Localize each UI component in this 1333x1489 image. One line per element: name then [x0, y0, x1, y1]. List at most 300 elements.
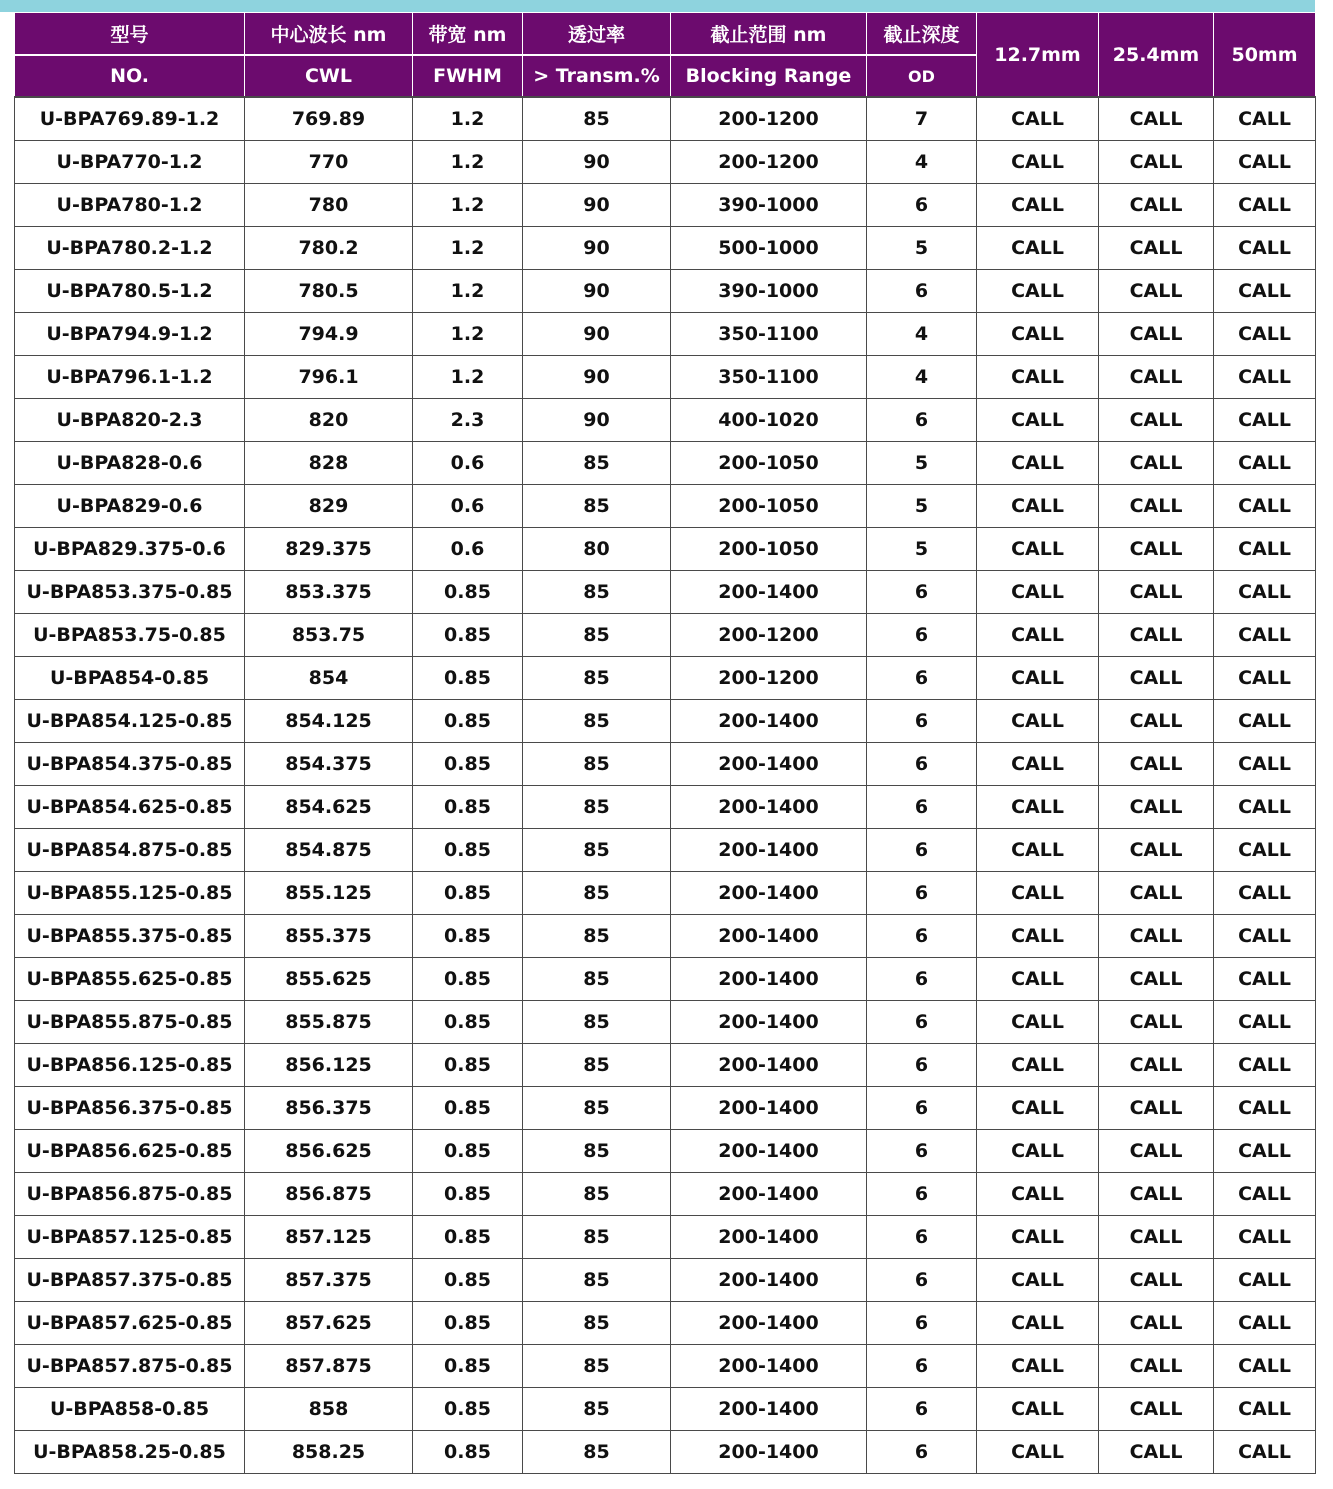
table-row [15, 614, 1316, 657]
cell-fwhm: 1.2 [413, 356, 523, 399]
cell-model: U-BPA857.625-0.85 [15, 1302, 245, 1345]
cell-model: U-BPA780.2-1.2 [15, 227, 245, 270]
cell-price-25-4mm: CALL [1099, 700, 1214, 743]
cell-blocking-range: 200-1400 [671, 743, 867, 786]
cell-price-12-7mm: CALL [977, 1001, 1099, 1044]
cell-cwl: 855.375 [245, 915, 413, 958]
cell-fwhm: 0.85 [413, 1216, 523, 1259]
cell-od: 6 [867, 1259, 977, 1302]
cell-price-25-4mm: CALL [1099, 1173, 1214, 1216]
cell-price-25-4mm: CALL [1099, 1087, 1214, 1130]
cell-price-50mm: CALL [1214, 1173, 1316, 1216]
cell-blocking-range: 200-1400 [671, 1388, 867, 1431]
cell-transmission: 90 [523, 399, 671, 442]
cell-fwhm: 0.6 [413, 528, 523, 571]
cell-fwhm: 0.85 [413, 700, 523, 743]
cell-fwhm: 1.2 [413, 97, 523, 141]
table-row [15, 442, 1316, 485]
cell-transmission: 90 [523, 141, 671, 184]
cell-od: 5 [867, 485, 977, 528]
cell-price-12-7mm: CALL [977, 786, 1099, 829]
cell-cwl: 856.625 [245, 1130, 413, 1173]
table-row [15, 399, 1316, 442]
cell-price-50mm: CALL [1214, 958, 1316, 1001]
cell-cwl: 780.5 [245, 270, 413, 313]
cell-price-12-7mm: CALL [977, 97, 1099, 141]
table-row [15, 184, 1316, 227]
cell-transmission: 85 [523, 700, 671, 743]
cell-fwhm: 0.85 [413, 1087, 523, 1130]
cell-cwl: 854 [245, 657, 413, 700]
cell-transmission: 85 [523, 915, 671, 958]
cell-blocking-range: 200-1400 [671, 915, 867, 958]
cell-price-12-7mm: CALL [977, 485, 1099, 528]
table-row [15, 1130, 1316, 1173]
cell-od: 6 [867, 1431, 977, 1474]
cell-price-25-4mm: CALL [1099, 356, 1214, 399]
cell-model: U-BPA856.875-0.85 [15, 1173, 245, 1216]
table-row [15, 872, 1316, 915]
cell-model: U-BPA780-1.2 [15, 184, 245, 227]
cell-od: 6 [867, 1216, 977, 1259]
cell-blocking-range: 200-1400 [671, 1431, 867, 1474]
cell-model: U-BPA858-0.85 [15, 1388, 245, 1431]
cell-price-50mm: CALL [1214, 356, 1316, 399]
cell-blocking-range: 200-1400 [671, 829, 867, 872]
header-cwl-en: CWL [245, 55, 413, 97]
cell-model: U-BPA856.625-0.85 [15, 1130, 245, 1173]
table-row [15, 356, 1316, 399]
cell-cwl: 855.125 [245, 872, 413, 915]
cell-model: U-BPA854.625-0.85 [15, 786, 245, 829]
cell-od: 6 [867, 1087, 977, 1130]
cell-price-50mm: CALL [1214, 614, 1316, 657]
cell-blocking-range: 200-1400 [671, 1259, 867, 1302]
table-row [15, 313, 1316, 356]
cell-model: U-BPA853.75-0.85 [15, 614, 245, 657]
cell-transmission: 85 [523, 485, 671, 528]
cell-cwl: 796.1 [245, 356, 413, 399]
table-row [15, 1431, 1316, 1474]
cell-transmission: 80 [523, 528, 671, 571]
cell-model: U-BPA856.375-0.85 [15, 1087, 245, 1130]
cell-cwl: 780 [245, 184, 413, 227]
cell-transmission: 85 [523, 1001, 671, 1044]
product-table [14, 13, 1316, 1474]
cell-cwl: 780.2 [245, 227, 413, 270]
cell-price-25-4mm: CALL [1099, 872, 1214, 915]
cell-price-50mm: CALL [1214, 1302, 1316, 1345]
cell-blocking-range: 200-1400 [671, 1345, 867, 1388]
cell-transmission: 85 [523, 1130, 671, 1173]
cell-model: U-BPA769.89-1.2 [15, 97, 245, 141]
cell-transmission: 85 [523, 1259, 671, 1302]
cell-od: 6 [867, 184, 977, 227]
cell-transmission: 85 [523, 442, 671, 485]
cell-price-25-4mm: CALL [1099, 614, 1214, 657]
cell-blocking-range: 350-1100 [671, 313, 867, 356]
cell-price-25-4mm: CALL [1099, 227, 1214, 270]
cell-price-25-4mm: CALL [1099, 97, 1214, 141]
cell-transmission: 90 [523, 184, 671, 227]
cell-cwl: 770 [245, 141, 413, 184]
cell-model: U-BPA858.25-0.85 [15, 1431, 245, 1474]
cell-transmission: 85 [523, 614, 671, 657]
cell-price-12-7mm: CALL [977, 1173, 1099, 1216]
cell-cwl: 856.125 [245, 1044, 413, 1087]
cell-model: U-BPA820-2.3 [15, 399, 245, 442]
header-model-en: NO. [15, 55, 245, 97]
cell-od: 6 [867, 614, 977, 657]
cell-transmission: 90 [523, 270, 671, 313]
cell-transmission: 90 [523, 313, 671, 356]
cell-price-12-7mm: CALL [977, 829, 1099, 872]
cell-cwl: 853.375 [245, 571, 413, 614]
table-row [15, 700, 1316, 743]
header-od-cn: 截止深度 [867, 13, 977, 55]
cell-transmission: 85 [523, 657, 671, 700]
cell-od: 6 [867, 829, 977, 872]
table-row [15, 1216, 1316, 1259]
cell-price-12-7mm: CALL [977, 184, 1099, 227]
cell-model: U-BPA794.9-1.2 [15, 313, 245, 356]
cell-blocking-range: 200-1400 [671, 786, 867, 829]
cell-price-25-4mm: CALL [1099, 184, 1214, 227]
cell-price-12-7mm: CALL [977, 356, 1099, 399]
cell-price-12-7mm: CALL [977, 743, 1099, 786]
cell-transmission: 90 [523, 227, 671, 270]
cell-fwhm: 0.85 [413, 1130, 523, 1173]
table-row [15, 657, 1316, 700]
cell-fwhm: 0.85 [413, 614, 523, 657]
cell-blocking-range: 200-1400 [671, 700, 867, 743]
cell-blocking-range: 200-1400 [671, 958, 867, 1001]
cell-blocking-range: 200-1200 [671, 141, 867, 184]
cell-blocking-range: 400-1020 [671, 399, 867, 442]
cell-fwhm: 0.85 [413, 958, 523, 1001]
cell-blocking-range: 200-1400 [671, 1044, 867, 1087]
cell-model: U-BPA770-1.2 [15, 141, 245, 184]
cell-transmission: 85 [523, 97, 671, 141]
cell-cwl: 794.9 [245, 313, 413, 356]
cell-fwhm: 0.85 [413, 1173, 523, 1216]
table-row [15, 485, 1316, 528]
header-fwhm-cn: 带宽 nm [413, 13, 523, 55]
cell-cwl: 854.625 [245, 786, 413, 829]
cell-price-25-4mm: CALL [1099, 915, 1214, 958]
header-blocking-range-en: Blocking Range [671, 55, 867, 97]
cell-transmission: 85 [523, 1173, 671, 1216]
cell-fwhm: 0.85 [413, 1302, 523, 1345]
cell-price-50mm: CALL [1214, 1087, 1316, 1130]
cell-fwhm: 1.2 [413, 227, 523, 270]
header-model-cn: 型号 [15, 13, 245, 55]
table-row [15, 1345, 1316, 1388]
cell-model: U-BPA853.375-0.85 [15, 571, 245, 614]
cell-od: 6 [867, 1130, 977, 1173]
cell-transmission: 85 [523, 571, 671, 614]
cell-cwl: 854.375 [245, 743, 413, 786]
cell-fwhm: 0.85 [413, 786, 523, 829]
table-row [15, 571, 1316, 614]
cell-transmission: 85 [523, 1302, 671, 1345]
table-row [15, 958, 1316, 1001]
cell-cwl: 828 [245, 442, 413, 485]
cell-blocking-range: 200-1200 [671, 614, 867, 657]
header-transmission-en: > Transm.% [523, 55, 671, 97]
cell-transmission: 85 [523, 872, 671, 915]
cell-price-50mm: CALL [1214, 657, 1316, 700]
header-od-en: OD [867, 55, 977, 97]
cell-cwl: 769.89 [245, 97, 413, 141]
cell-price-25-4mm: CALL [1099, 313, 1214, 356]
header-size-25-4mm: 25.4mm [1099, 13, 1214, 97]
table-row [15, 1001, 1316, 1044]
cell-price-25-4mm: CALL [1099, 829, 1214, 872]
cell-od: 6 [867, 1044, 977, 1087]
cell-fwhm: 1.2 [413, 141, 523, 184]
table-row [15, 1259, 1316, 1302]
cell-price-12-7mm: CALL [977, 442, 1099, 485]
cell-price-25-4mm: CALL [1099, 528, 1214, 571]
cell-cwl: 820 [245, 399, 413, 442]
cell-price-12-7mm: CALL [977, 657, 1099, 700]
table-header [15, 13, 1316, 97]
cell-cwl: 857.625 [245, 1302, 413, 1345]
cell-transmission: 90 [523, 356, 671, 399]
table-row [15, 786, 1316, 829]
cell-price-50mm: CALL [1214, 97, 1316, 141]
table-row [15, 528, 1316, 571]
cell-model: U-BPA796.1-1.2 [15, 356, 245, 399]
cell-price-50mm: CALL [1214, 1259, 1316, 1302]
cell-blocking-range: 200-1400 [671, 1173, 867, 1216]
cell-price-25-4mm: CALL [1099, 1130, 1214, 1173]
cell-model: U-BPA855.875-0.85 [15, 1001, 245, 1044]
cell-cwl: 829 [245, 485, 413, 528]
cell-od: 6 [867, 571, 977, 614]
cell-od: 6 [867, 700, 977, 743]
cell-price-50mm: CALL [1214, 485, 1316, 528]
cell-cwl: 855.625 [245, 958, 413, 1001]
cell-price-25-4mm: CALL [1099, 1345, 1214, 1388]
cell-price-12-7mm: CALL [977, 872, 1099, 915]
cell-price-50mm: CALL [1214, 1345, 1316, 1388]
cell-model: U-BPA854.875-0.85 [15, 829, 245, 872]
cell-transmission: 85 [523, 1345, 671, 1388]
cell-fwhm: 0.85 [413, 743, 523, 786]
cell-price-50mm: CALL [1214, 786, 1316, 829]
cell-fwhm: 0.85 [413, 1001, 523, 1044]
cell-price-25-4mm: CALL [1099, 141, 1214, 184]
cell-transmission: 85 [523, 1388, 671, 1431]
cell-transmission: 85 [523, 1216, 671, 1259]
cell-transmission: 85 [523, 743, 671, 786]
table-row [15, 915, 1316, 958]
cell-price-25-4mm: CALL [1099, 1388, 1214, 1431]
table-row [15, 270, 1316, 313]
table-row [15, 1173, 1316, 1216]
cell-price-12-7mm: CALL [977, 313, 1099, 356]
cell-price-25-4mm: CALL [1099, 1044, 1214, 1087]
cell-cwl: 856.875 [245, 1173, 413, 1216]
cell-cwl: 857.125 [245, 1216, 413, 1259]
cell-price-12-7mm: CALL [977, 1302, 1099, 1345]
cell-price-12-7mm: CALL [977, 528, 1099, 571]
cell-blocking-range: 200-1050 [671, 528, 867, 571]
cell-cwl: 855.875 [245, 1001, 413, 1044]
cell-price-25-4mm: CALL [1099, 270, 1214, 313]
cell-price-50mm: CALL [1214, 915, 1316, 958]
cell-od: 6 [867, 1388, 977, 1431]
cell-price-50mm: CALL [1214, 528, 1316, 571]
cell-model: U-BPA854.125-0.85 [15, 700, 245, 743]
cell-price-25-4mm: CALL [1099, 399, 1214, 442]
header-blocking-range-cn: 截止范围 nm [671, 13, 867, 55]
cell-price-50mm: CALL [1214, 872, 1316, 915]
cell-fwhm: 1.2 [413, 184, 523, 227]
cell-price-50mm: CALL [1214, 700, 1316, 743]
cell-price-25-4mm: CALL [1099, 442, 1214, 485]
cell-price-25-4mm: CALL [1099, 958, 1214, 1001]
cell-blocking-range: 200-1050 [671, 442, 867, 485]
table-row [15, 743, 1316, 786]
cell-od: 6 [867, 399, 977, 442]
header-row-cn [15, 13, 1316, 55]
cell-price-12-7mm: CALL [977, 1087, 1099, 1130]
cell-price-50mm: CALL [1214, 399, 1316, 442]
cell-od: 6 [867, 270, 977, 313]
cell-model: U-BPA855.125-0.85 [15, 872, 245, 915]
cell-price-50mm: CALL [1214, 571, 1316, 614]
cell-price-50mm: CALL [1214, 442, 1316, 485]
cell-price-25-4mm: CALL [1099, 1302, 1214, 1345]
table-row [15, 227, 1316, 270]
cell-cwl: 854.125 [245, 700, 413, 743]
cell-model: U-BPA828-0.6 [15, 442, 245, 485]
cell-fwhm: 0.85 [413, 1259, 523, 1302]
cell-price-25-4mm: CALL [1099, 1216, 1214, 1259]
cell-price-12-7mm: CALL [977, 227, 1099, 270]
cell-fwhm: 0.85 [413, 571, 523, 614]
cell-price-12-7mm: CALL [977, 571, 1099, 614]
cell-price-50mm: CALL [1214, 1216, 1316, 1259]
header-size-50mm: 50mm [1214, 13, 1316, 97]
cell-model: U-BPA855.375-0.85 [15, 915, 245, 958]
table-row [15, 1388, 1316, 1431]
table-row [15, 829, 1316, 872]
cell-cwl: 853.75 [245, 614, 413, 657]
cell-od: 6 [867, 1345, 977, 1388]
cell-transmission: 85 [523, 786, 671, 829]
cell-price-50mm: CALL [1214, 1431, 1316, 1474]
table-row [15, 1044, 1316, 1087]
cell-price-12-7mm: CALL [977, 399, 1099, 442]
cell-price-50mm: CALL [1214, 1044, 1316, 1087]
cell-transmission: 85 [523, 958, 671, 1001]
cell-price-25-4mm: CALL [1099, 571, 1214, 614]
cell-model: U-BPA829.375-0.6 [15, 528, 245, 571]
cell-price-12-7mm: CALL [977, 1259, 1099, 1302]
cell-blocking-range: 500-1000 [671, 227, 867, 270]
cell-price-25-4mm: CALL [1099, 485, 1214, 528]
cell-fwhm: 0.85 [413, 829, 523, 872]
cell-model: U-BPA854-0.85 [15, 657, 245, 700]
cell-price-25-4mm: CALL [1099, 743, 1214, 786]
cell-model: U-BPA854.375-0.85 [15, 743, 245, 786]
cell-price-12-7mm: CALL [977, 1130, 1099, 1173]
header-size-12-7mm: 12.7mm [977, 13, 1099, 97]
cell-price-25-4mm: CALL [1099, 1001, 1214, 1044]
cell-od: 6 [867, 1001, 977, 1044]
cell-od: 6 [867, 743, 977, 786]
cell-model: U-BPA857.375-0.85 [15, 1259, 245, 1302]
cell-od: 6 [867, 786, 977, 829]
table-row [15, 1087, 1316, 1130]
cell-cwl: 858 [245, 1388, 413, 1431]
cell-model: U-BPA829-0.6 [15, 485, 245, 528]
cell-od: 5 [867, 227, 977, 270]
cell-od: 6 [867, 1173, 977, 1216]
table-row [15, 1302, 1316, 1345]
cell-model: U-BPA855.625-0.85 [15, 958, 245, 1001]
cell-blocking-range: 200-1200 [671, 657, 867, 700]
cell-cwl: 854.875 [245, 829, 413, 872]
cell-price-50mm: CALL [1214, 270, 1316, 313]
header-fwhm-en: FWHM [413, 55, 523, 97]
cell-blocking-range: 200-1400 [671, 571, 867, 614]
cell-fwhm: 0.6 [413, 485, 523, 528]
cell-fwhm: 0.85 [413, 915, 523, 958]
cell-fwhm: 0.85 [413, 657, 523, 700]
cell-od: 6 [867, 915, 977, 958]
cell-cwl: 857.375 [245, 1259, 413, 1302]
cell-price-12-7mm: CALL [977, 141, 1099, 184]
cell-price-12-7mm: CALL [977, 270, 1099, 313]
cell-price-25-4mm: CALL [1099, 786, 1214, 829]
cell-price-50mm: CALL [1214, 1388, 1316, 1431]
cell-price-12-7mm: CALL [977, 1388, 1099, 1431]
cell-model: U-BPA857.125-0.85 [15, 1216, 245, 1259]
cell-od: 5 [867, 442, 977, 485]
table-row [15, 141, 1316, 184]
cell-transmission: 85 [523, 829, 671, 872]
header-transmission-cn: 透过率 [523, 13, 671, 55]
cell-od: 6 [867, 872, 977, 915]
cell-blocking-range: 200-1050 [671, 485, 867, 528]
cell-fwhm: 1.2 [413, 270, 523, 313]
cell-od: 6 [867, 958, 977, 1001]
cell-od: 4 [867, 141, 977, 184]
cell-fwhm: 0.85 [413, 1044, 523, 1087]
cell-model: U-BPA857.875-0.85 [15, 1345, 245, 1388]
cell-price-12-7mm: CALL [977, 1345, 1099, 1388]
cell-cwl: 829.375 [245, 528, 413, 571]
cell-price-50mm: CALL [1214, 184, 1316, 227]
cell-fwhm: 0.6 [413, 442, 523, 485]
cell-blocking-range: 390-1000 [671, 184, 867, 227]
cell-cwl: 858.25 [245, 1431, 413, 1474]
cell-price-12-7mm: CALL [977, 1044, 1099, 1087]
top-note [0, 0, 300, 6]
cell-od: 6 [867, 1302, 977, 1345]
cell-price-12-7mm: CALL [977, 958, 1099, 1001]
cell-model: U-BPA856.125-0.85 [15, 1044, 245, 1087]
header-cwl-cn: 中心波长 nm [245, 13, 413, 55]
cell-blocking-range: 200-1400 [671, 1001, 867, 1044]
cell-transmission: 85 [523, 1087, 671, 1130]
cell-transmission: 85 [523, 1044, 671, 1087]
